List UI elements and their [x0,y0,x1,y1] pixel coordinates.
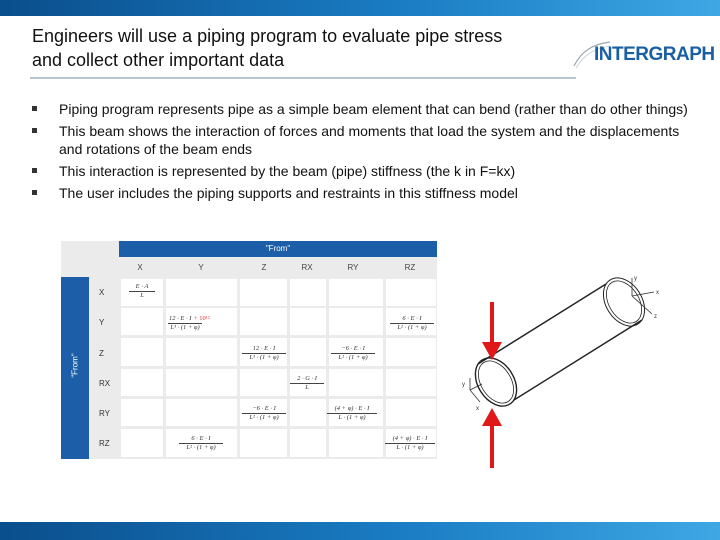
term-rz-y: $\frac{6 \cdot E \cdot I}{\text{L² · (1 + φ)}}$ [179,435,223,452]
bullet-item [32,122,692,158]
title-line-2: and collect other important data [32,50,285,70]
matrix-top-label: "From" [119,241,437,257]
column-header-rx: RX [301,263,313,272]
matrix-cell [121,429,163,457]
matrix-cell [166,369,237,396]
intergraph-logo [572,40,715,70]
slide-title [32,24,572,72]
term-rx-rx: $\frac{2 \cdot G \cdot I}{L}$ [290,375,324,392]
bullet-text: The user includes the piping supports and restraints in this stiffness model [59,185,518,201]
term-ry-ry: $\frac{(4 + \varphi) \cdot E \cdot I}{L \cdot (1 + \varphi)}$ [327,405,377,422]
term-rz-rz: $\frac{(4 + \varphi) \cdot E \cdot I}{L \cdot (1 + \varphi)}$ [385,435,435,452]
column-header-ry: RY [347,263,359,272]
matrix-cell [240,279,287,306]
bullet-text: Piping program represents pipe as a simple beam element that can bend (rather than do other things) [59,101,688,117]
bottom-accent-bar [0,522,720,540]
term-y-y: 12 · E · I + 10¹² L³ · (1 + φ) [169,315,210,331]
matrix-cell [121,399,163,426]
bullet-icon [32,168,37,173]
term-x-x: $\frac{E \cdot A}{L}$ [129,283,155,300]
row-header-ry: RY [99,409,110,418]
matrix-cell [329,429,383,457]
pipe-beam-diagram [456,270,676,475]
bullet-item [32,100,692,118]
matrix-cell [121,369,163,396]
row-header-rz: RZ [99,439,110,448]
matrix-cell [386,279,436,306]
bullet-icon [32,106,37,111]
bullet-item [32,162,692,180]
back-axes [632,278,654,314]
logo-wordmark: INTERGRAPH [594,44,715,65]
row-header-rx: RX [99,379,111,388]
matrix-cell [329,369,383,396]
bullet-text: This beam shows the interaction of forces and moments that load the system and the displacements and rotations of the beam ends [59,123,680,157]
matrix-cell [240,369,287,396]
top-accent-bar [0,0,720,16]
front-axis-label-y: y [462,382,465,388]
matrix-cell [290,279,326,306]
column-header-x: X [137,263,143,272]
matrix-cell [166,399,237,426]
matrix-cell [290,308,326,335]
column-header-y: Y [198,263,204,272]
matrix-cell [166,338,237,366]
matrix-cell [121,308,163,335]
term-z-z: $\frac{12 \cdot E \cdot I}{\text{L³ · (1 + φ)}}$ [242,345,286,362]
bullet-text: This interaction is represented by the beam (pipe) stiffness (the k in F=kx) [59,163,516,179]
matrix-cell [240,429,287,457]
row-header-z: Z [99,349,104,358]
matrix-cell [329,308,383,335]
term-z-ry: $\frac{-6 \cdot E \cdot I}{\text{L² · (1 + φ)}}$ [331,345,375,362]
matrix-side-label: "From" [70,353,80,378]
matrix-cell [290,338,326,366]
matrix-side-bar [61,277,89,459]
row-header-x: X [99,288,105,297]
column-header-rz: RZ [404,263,416,272]
term-y-rz: $\frac{6 \cdot E \cdot I}{\text{L² · (1 + φ)}}$ [390,315,434,332]
back-axis-label-y: y [634,276,637,282]
term-ry-z: $\frac{-6 \cdot E \cdot I}{\text{L² · (1 + φ)}}$ [242,405,286,422]
title-line-1: Engineers will use a piping program to evaluate pipe stress [32,26,503,46]
row-header-y: Y [99,318,105,327]
matrix-cell [121,338,163,366]
bullet-icon [32,128,37,133]
stiffness-matrix [61,241,437,459]
up-arrow-icon [482,408,502,426]
bullet-item [32,184,692,202]
matrix-cell [290,399,326,426]
title-underline [30,77,576,79]
bullet-icon [32,190,37,195]
force-arrows [482,302,502,468]
back-axis-label-z: z [654,314,657,320]
column-header-z: Z [261,263,267,272]
matrix-cell [329,279,383,306]
matrix-cell [166,279,237,306]
matrix-cell [240,308,287,335]
matrix-cell [290,429,326,457]
matrix-cell [386,399,436,426]
back-axis-label-x: x [656,290,659,296]
matrix-cell [386,369,436,396]
front-axis-label-x: x [476,406,479,412]
bullet-list [32,100,692,206]
matrix-cell [386,338,436,366]
